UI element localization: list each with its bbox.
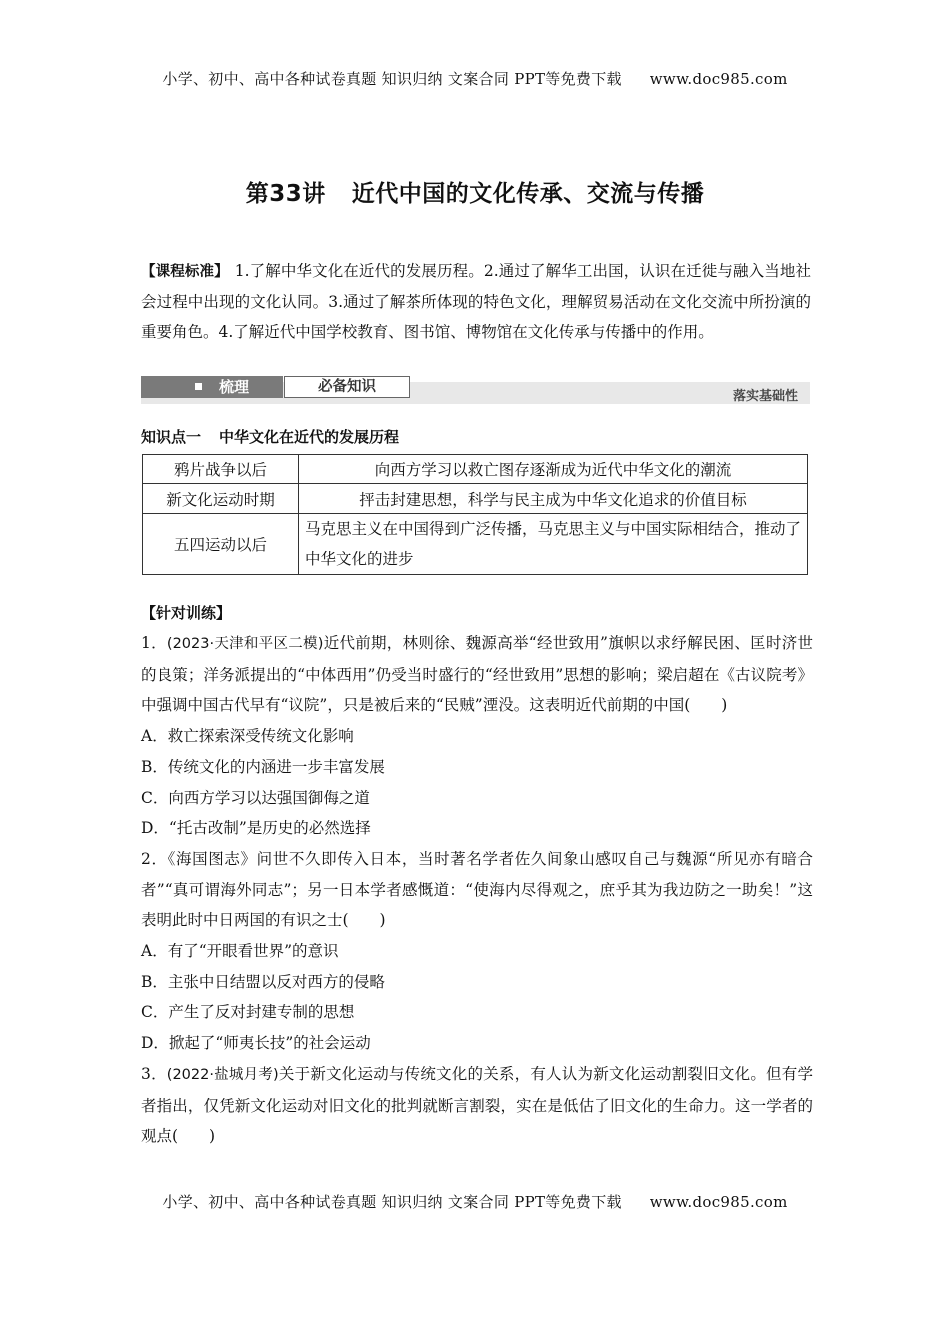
question-stem: [141, 844, 813, 936]
table-row: [143, 514, 808, 575]
page-footer: [0, 1191, 950, 1212]
option-c: C．产生了反对封建专制的思想: [141, 1003, 355, 1022]
table-row: [143, 484, 808, 514]
question-number: 3．: [141, 1064, 167, 1083]
option-d: D．“托古改制”是历史的必然选择: [141, 819, 371, 838]
training-heading: 【针对训练】: [141, 604, 232, 622]
standard-text: 1.了解中华文化在近代的发展历程。2.通过了解华工出国，认识在迁徙与融入当地社会过程中出现的文化认同。3.通过了解茶所体现的特色文化，理解贸易活动在文化交流中所扮演的重要角色。4.了解近代中国学校教育、图书馆、博物馆在文化传承与传播中的作用。: [141, 262, 811, 341]
table-cell-period: 五四运动以后: [143, 514, 299, 575]
question-text: 《海国图志》问世不久即传入日本，当时著名学者佐久间象山感叹自己与魏源“所见亦有暗合者”“真可谓海外同志”；另一日本学者感慨道：“使海内尽得观之，庶乎其为我边防之一助矣！”这表明此时中日两国的有识之士( ): [141, 849, 813, 930]
knowledge-point-title: 中华文化在近代的发展历程: [219, 428, 400, 446]
banner-dark-tab: [141, 376, 283, 398]
option-b: B．主张中日结盟以反对西方的侵略: [141, 972, 385, 991]
knowledge-table: [142, 454, 808, 575]
lecture-number: 第33讲: [245, 181, 326, 207]
footer-text: 小学、初中、高中各种试卷真题 知识归纳 文案合同 PPT等免费下载: [162, 1193, 622, 1211]
table-cell-content: 抨击封建思想，科学与民主成为中华文化追求的价值目标: [299, 484, 808, 514]
section-banner: [141, 376, 810, 404]
footer-url[interactable]: www.doc985.com: [649, 1193, 788, 1211]
knowledge-point-label: 知识点一: [141, 428, 202, 446]
header-url[interactable]: www.doc985.com: [649, 70, 788, 88]
question-text: 近代前期，林则徐、魏源高举“经世致用”旗帜以求纾解民困、匡时济世的良策；洋务派提出的“中体西用”仍受当时盛行的“经世致用”思想的影响；梁启超在《古议院考》中强调中国古代早有“议院”，只是被后来的“民贼”湮没。这表明近代前期的中国( ): [141, 634, 814, 715]
standard-label: 【课程标准】: [141, 264, 229, 280]
question-text: 关于新文化运动与传统文化的关系，有人认为新文化运动割裂旧文化。但有学者指出，仅凭新文化运动对旧文化的批判就断言割裂，实在是低估了旧文化的生命力。这一学者的观点( ): [141, 1064, 813, 1146]
question-source: (2022·盐城月考): [166, 1066, 279, 1083]
page-header: [0, 68, 950, 89]
course-standard: [141, 256, 811, 347]
lecture-topic: 近代中国的文化传承、交流与传播: [351, 181, 705, 207]
option-d: D．掀起了“师夷长技”的社会运动: [141, 1034, 371, 1053]
header-text: 小学、初中、高中各种试卷真题 知识归纳 文案合同 PPT等免费下载: [162, 70, 622, 88]
table-cell-content: 向西方学习以救亡图存逐渐成为近代中华文化的潮流: [299, 455, 808, 484]
banner-light-label: 必备知识: [284, 376, 410, 398]
banner-dark-label: 梳理: [219, 378, 250, 396]
square-bullet-icon: [195, 383, 202, 390]
question-source: (2023·天津和平区二模): [166, 636, 324, 652]
option-a: A．有了“开眼看世界”的意识: [141, 942, 339, 961]
question-stem: [141, 628, 813, 721]
table-cell-period: 鸦片战争以后: [143, 455, 299, 484]
table-cell-content: 马克思主义在中国得到广泛传播，马克思主义与中国实际相结合，推动了中华文化的进步: [299, 514, 808, 575]
knowledge-point-heading: [141, 426, 399, 447]
question-number: 1．: [141, 634, 167, 652]
option-b: B．传统文化的内涵进一步丰富发展: [141, 757, 385, 776]
table-row: [143, 455, 808, 484]
question-stem: [141, 1059, 813, 1152]
table-cell-period: 新文化运动时期: [143, 484, 299, 514]
banner-right-label: 落实基础性: [732, 389, 798, 404]
question-number: 2．: [141, 849, 168, 868]
question-list: [141, 628, 813, 1152]
option-a: A．救亡探索深受传统文化影响: [141, 727, 354, 746]
option-c: C．向西方学习以达强国御侮之道: [141, 788, 370, 807]
page-title: [0, 175, 950, 208]
